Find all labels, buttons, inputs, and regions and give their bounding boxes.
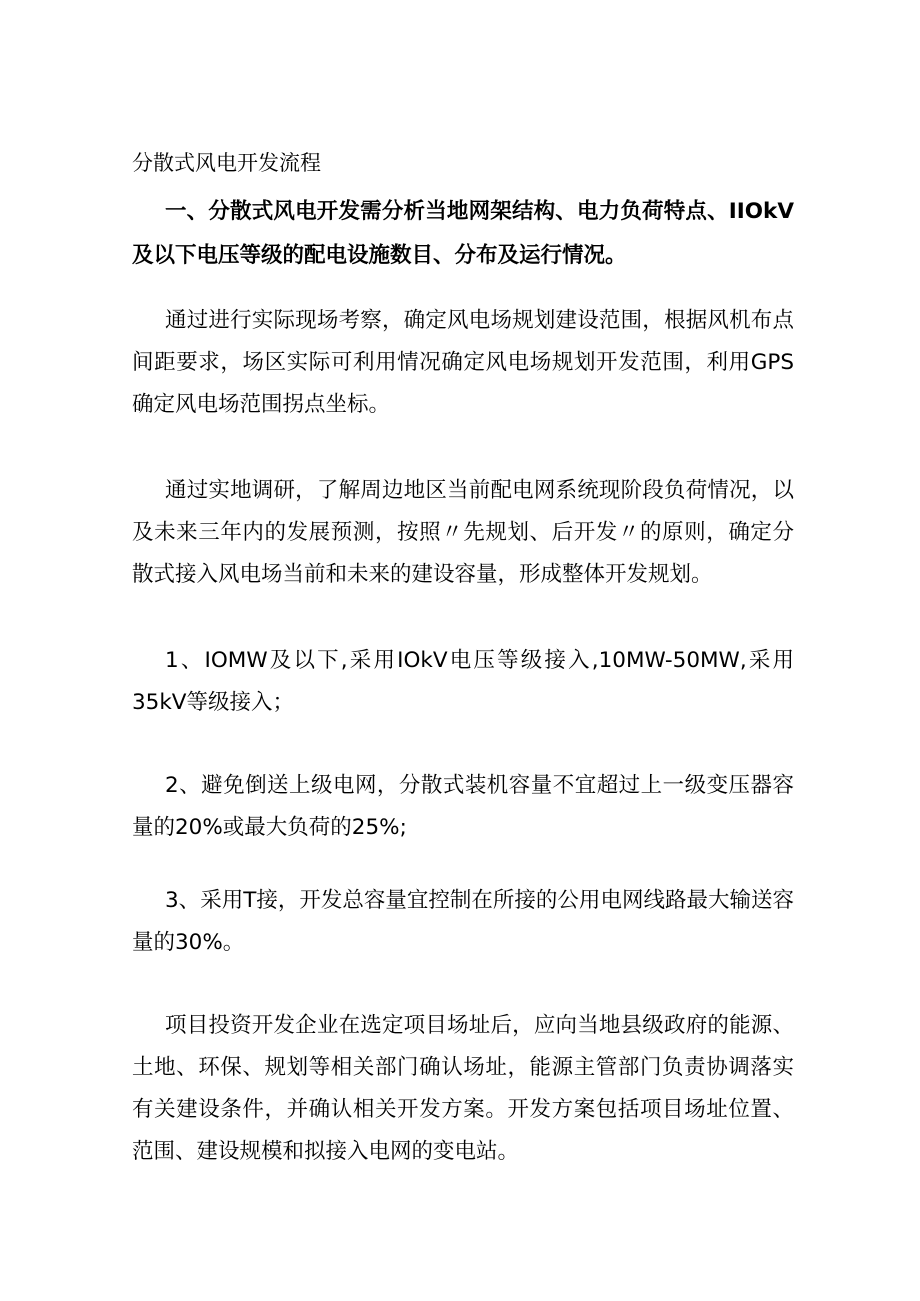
section-heading: 一、分散式风电开发需分析当地网架结构、电力负荷特点、IIOkV及以下电压等级的配电设施数目、分布及运行情况。 xyxy=(132,199,794,268)
paragraph-research: 通过实地调研，了解周边地区当前配电网系统现阶段负荷情况，以及未来三年内的发展预测，按照〃先规划、后开发〃的原则，确定分散式接入风电场当前和未来的建设容量，形成整体开发规划。 xyxy=(132,478,794,587)
list-item-capacity-voltage: 1、IOMW及以下,采用IOkV电压等级接入,10MW-50MW,采用35kV等级接入； xyxy=(132,648,794,715)
list-item-reverse-feed: 2、避免倒送上级电网，分散式装机容量不宜超过上一级变压器容量的20%或最大负荷的25%; xyxy=(132,773,794,840)
paragraph-site-confirmation: 项目投资开发企业在选定项目场址后，应向当地县级政府的能源、土地、环保、规划等相关部门确认场址，能源主管部门负责协调落实有关建设条件，并确认相关开发方案。开发方案包括项目场址位置、范围、建设规模和拟接入电网的变电站。 xyxy=(132,1013,794,1164)
paragraph-survey: 通过进行实际现场考察，确定风电场规划建设范围，根据风机布点间距要求，场区实际可利用情况确定风电场规划开发范围，利用GPS确定风电场范围拐点坐标。 xyxy=(132,308,794,417)
document-title: 分散式风电开发流程 xyxy=(132,151,321,175)
list-item-t-connection: 3、采用T接，开发总容量宜控制在所接的公用电网线路最大输送容量的30%。 xyxy=(132,888,794,955)
